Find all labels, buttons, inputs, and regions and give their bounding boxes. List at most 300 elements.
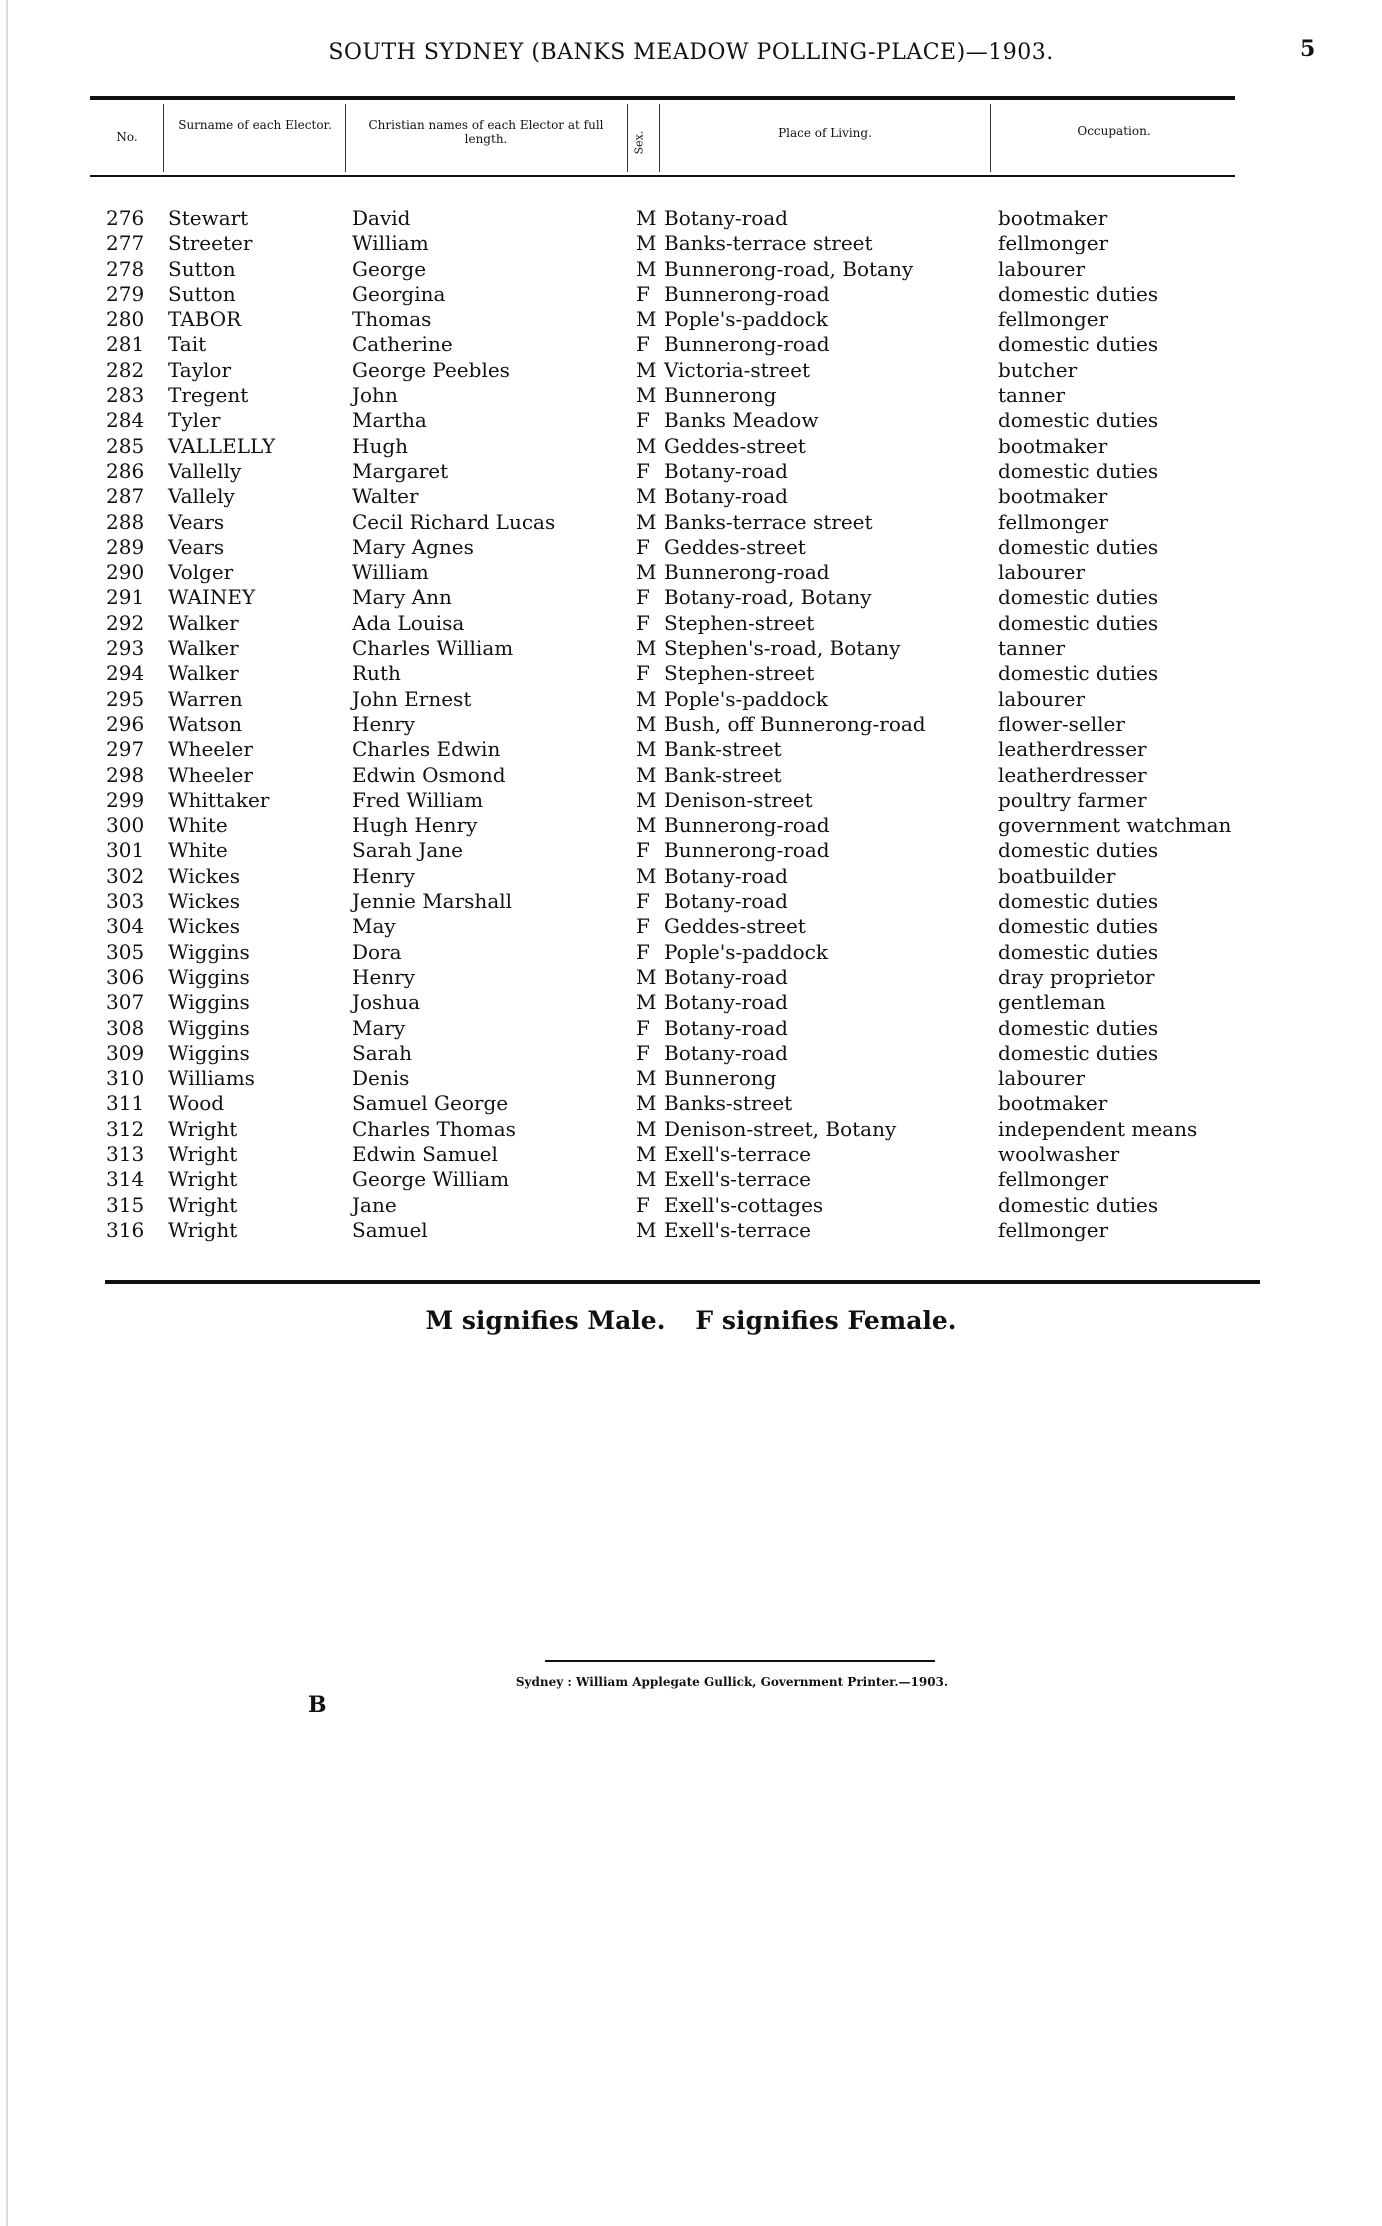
table-header-rule <box>90 175 1235 177</box>
table-row <box>0 408 1382 433</box>
cell-surname: TABOR <box>168 307 242 332</box>
cell-surname: WAINEY <box>168 585 256 610</box>
table-row <box>0 889 1382 914</box>
cell-occupation: domestic duties <box>998 1015 1159 1040</box>
cell-surname: Tait <box>168 332 207 357</box>
cell-place: Exell's-terrace <box>664 1141 811 1166</box>
cell-occupation: boatbuilder <box>998 863 1116 888</box>
cell-occupation: domestic duties <box>998 610 1159 635</box>
cell-no: 308 <box>106 1015 145 1040</box>
cell-no: 302 <box>106 863 145 888</box>
cell-no: 298 <box>106 762 145 787</box>
cell-surname: Wheeler <box>168 737 253 762</box>
cell-christian: Henry <box>352 863 416 888</box>
column-header-christian: Christian names of each Elector at full length. <box>368 118 604 146</box>
cell-sex: F <box>636 661 650 686</box>
cell-sex: M <box>636 256 657 281</box>
cell-no: 288 <box>106 509 145 534</box>
cell-sex: F <box>636 939 650 964</box>
cell-place: Bunnerong <box>664 1066 777 1091</box>
table-row <box>0 231 1382 256</box>
cell-no: 277 <box>106 231 145 256</box>
cell-no: 307 <box>106 990 145 1015</box>
table-row <box>0 788 1382 813</box>
cell-surname: Stewart <box>168 206 249 230</box>
cell-place: Bunnerong-road <box>664 838 830 863</box>
cell-christian: William <box>352 231 429 256</box>
page-title: SOUTH SYDNEY (BANKS MEADOW POLLING-PLACE)—1903. <box>328 40 1054 65</box>
cell-place: Bunnerong-road <box>664 560 830 585</box>
cell-surname: Wright <box>168 1116 238 1141</box>
table-row <box>0 1218 1382 1243</box>
table-bottom-rule <box>105 1280 1260 1284</box>
cell-occupation: bootmaker <box>998 484 1108 509</box>
table-row <box>0 585 1382 610</box>
cell-sex: M <box>636 762 657 787</box>
cell-christian: Charles Edwin <box>352 737 501 762</box>
cell-occupation: domestic duties <box>998 408 1159 433</box>
sex-legend <box>0 1306 1382 1335</box>
cell-no: 295 <box>106 686 145 711</box>
cell-no: 311 <box>106 1091 145 1116</box>
table-row <box>0 763 1382 788</box>
cell-occupation: labourer <box>998 1066 1086 1091</box>
cell-surname: Wright <box>168 1217 238 1242</box>
cell-place: Geddes-street <box>664 914 806 939</box>
cell-occupation: domestic duties <box>998 1040 1159 1065</box>
cell-place: Geddes-street <box>664 534 806 559</box>
table-row <box>0 813 1382 838</box>
cell-christian: George <box>352 256 427 281</box>
cell-sex: F <box>636 889 650 914</box>
cell-sex: M <box>636 1091 657 1116</box>
cell-place: Pople's-paddock <box>664 686 828 711</box>
table-row <box>0 611 1382 636</box>
table-row <box>0 990 1382 1015</box>
column-header-sex: Sex. <box>632 130 646 155</box>
cell-no: 314 <box>106 1167 145 1192</box>
cell-sex: M <box>636 206 657 230</box>
cell-place: Exell's-terrace <box>664 1217 811 1242</box>
cell-surname: Wright <box>168 1167 238 1192</box>
legend-female: F signifies Female. <box>695 1306 957 1335</box>
cell-christian: George Peebles <box>352 357 510 382</box>
table-row <box>0 510 1382 535</box>
cell-no: 312 <box>106 1116 145 1141</box>
cell-place: Bank-street <box>664 737 782 762</box>
cell-sex: M <box>636 1217 657 1242</box>
cell-occupation: domestic duties <box>998 661 1159 686</box>
cell-occupation: gentleman <box>998 990 1106 1015</box>
cell-occupation: domestic duties <box>998 585 1159 610</box>
cell-occupation: bootmaker <box>998 433 1108 458</box>
cell-place: Bunnerong <box>664 383 777 408</box>
cell-occupation: poultry farmer <box>998 787 1147 812</box>
cell-sex: F <box>636 585 650 610</box>
table-top-rule <box>90 96 1235 100</box>
cell-no: 316 <box>106 1217 145 1242</box>
cell-no: 281 <box>106 332 145 357</box>
cell-no: 304 <box>106 914 145 939</box>
cell-surname: Watson <box>168 711 242 736</box>
cell-surname: Wiggins <box>168 1015 250 1040</box>
cell-sex: M <box>636 509 657 534</box>
cell-christian: John Ernest <box>352 686 472 711</box>
cell-place: Stephen-street <box>664 610 815 635</box>
cell-occupation: tanner <box>998 383 1066 408</box>
cell-occupation: leatherdresser <box>998 762 1147 787</box>
column-divider <box>659 104 660 172</box>
column-divider <box>990 104 991 172</box>
cell-occupation: fellmonger <box>998 1167 1109 1192</box>
cell-surname: Wickes <box>168 889 241 914</box>
cell-place: Stephen's-road, Botany <box>664 636 901 661</box>
cell-no: 303 <box>106 889 145 914</box>
cell-occupation: butcher <box>998 357 1078 382</box>
cell-surname: Vears <box>168 534 225 559</box>
cell-christian: Sarah <box>352 1040 412 1065</box>
cell-christian: Georgina <box>352 281 446 306</box>
cell-place: Exell's-terrace <box>664 1167 811 1192</box>
cell-surname: Walker <box>168 636 239 661</box>
cell-sex: F <box>636 408 650 433</box>
cell-christian: Edwin Samuel <box>352 1141 498 1166</box>
table-row <box>0 1142 1382 1167</box>
column-divider <box>345 104 346 172</box>
cell-occupation: domestic duties <box>998 458 1159 483</box>
cell-no: 299 <box>106 787 145 812</box>
cell-christian: Martha <box>352 408 427 433</box>
cell-place: Bunnerong-road, Botany <box>664 256 914 281</box>
cell-no: 296 <box>106 711 145 736</box>
cell-sex: M <box>636 307 657 332</box>
cell-surname: Taylor <box>168 357 232 382</box>
cell-sex: F <box>636 332 650 357</box>
cell-place: Victoria-street <box>664 357 810 382</box>
cell-surname: Warren <box>168 686 243 711</box>
cell-christian: George William <box>352 1167 510 1192</box>
cell-occupation: dray proprietor <box>998 964 1155 989</box>
cell-surname: Tregent <box>168 383 249 408</box>
cell-surname: Wiggins <box>168 990 250 1015</box>
cell-occupation: domestic duties <box>998 1192 1159 1217</box>
cell-christian: Jane <box>352 1192 397 1217</box>
cell-christian: Margaret <box>352 458 449 483</box>
cell-sex: F <box>636 838 650 863</box>
cell-surname: White <box>168 838 228 863</box>
cell-no: 300 <box>106 813 145 838</box>
cell-no: 287 <box>106 484 145 509</box>
cell-occupation: leatherdresser <box>998 737 1147 762</box>
cell-no: 292 <box>106 610 145 635</box>
cell-christian: Ruth <box>352 661 401 686</box>
cell-no: 278 <box>106 256 145 281</box>
cell-place: Botany-road <box>664 484 788 509</box>
cell-christian: Joshua <box>352 990 421 1015</box>
column-header-no: No. <box>116 130 138 144</box>
cell-christian: Denis <box>352 1066 410 1091</box>
cell-occupation: fellmonger <box>998 509 1109 534</box>
table-row <box>0 1066 1382 1091</box>
table-row <box>0 864 1382 889</box>
cell-no: 315 <box>106 1192 145 1217</box>
cell-no: 282 <box>106 357 145 382</box>
column-divider <box>163 104 164 172</box>
cell-occupation: domestic duties <box>998 332 1159 357</box>
cell-christian: Mary <box>352 1015 406 1040</box>
cell-christian: Edwin Osmond <box>352 762 506 787</box>
cell-sex: F <box>636 1040 650 1065</box>
cell-christian: William <box>352 560 429 585</box>
table-row <box>0 1041 1382 1066</box>
cell-christian: John <box>352 383 398 408</box>
table-row <box>0 535 1382 560</box>
cell-surname: Wood <box>168 1091 225 1116</box>
cell-christian: Charles Thomas <box>352 1116 516 1141</box>
cell-surname: Vears <box>168 509 225 534</box>
cell-no: 280 <box>106 307 145 332</box>
cell-surname: Tyler <box>168 408 221 433</box>
cell-no: 285 <box>106 433 145 458</box>
cell-surname: Walker <box>168 661 239 686</box>
table-row <box>0 459 1382 484</box>
table-row <box>0 434 1382 459</box>
cell-place: Botany-road, Botany <box>664 585 872 610</box>
table-row <box>0 282 1382 307</box>
cell-sex: F <box>636 1015 650 1040</box>
cell-occupation: fellmonger <box>998 1217 1109 1242</box>
table-row <box>0 307 1382 332</box>
cell-no: 279 <box>106 281 145 306</box>
cell-place: Botany-road <box>664 206 788 230</box>
column-divider <box>627 104 628 172</box>
cell-surname: Wiggins <box>168 939 250 964</box>
cell-christian: Fred William <box>352 787 484 812</box>
cell-occupation: domestic duties <box>998 889 1159 914</box>
cell-christian: Ada Louisa <box>352 610 465 635</box>
cell-no: 283 <box>106 383 145 408</box>
column-header-surname: Surname of each Elector. <box>178 118 332 132</box>
cell-place: Bush, off Bunnerong-road <box>664 711 926 736</box>
cell-occupation: tanner <box>998 636 1066 661</box>
cell-surname: Wiggins <box>168 1040 250 1065</box>
cell-sex: F <box>636 610 650 635</box>
cell-place: Denison-street, Botany <box>664 1116 897 1141</box>
cell-occupation: fellmonger <box>998 307 1109 332</box>
cell-no: 291 <box>106 585 145 610</box>
cell-sex: M <box>636 990 657 1015</box>
cell-occupation: domestic duties <box>998 939 1159 964</box>
cell-occupation: domestic duties <box>998 838 1159 863</box>
cell-sex: M <box>636 1167 657 1192</box>
cell-place: Denison-street <box>664 787 813 812</box>
cell-place: Botany-road <box>664 1040 788 1065</box>
cell-christian: Samuel George <box>352 1091 509 1116</box>
cell-place: Banks-terrace street <box>664 231 873 256</box>
cell-sex: M <box>636 433 657 458</box>
cell-surname: Whittaker <box>168 787 270 812</box>
cell-place: Bunnerong-road <box>664 332 830 357</box>
cell-christian: Henry <box>352 964 416 989</box>
cell-no: 289 <box>106 534 145 559</box>
cell-christian: Walter <box>352 484 419 509</box>
cell-sex: M <box>636 737 657 762</box>
table-row <box>0 332 1382 357</box>
cell-occupation: bootmaker <box>998 206 1108 230</box>
cell-surname: Wickes <box>168 914 241 939</box>
table-row <box>0 1117 1382 1142</box>
table-row <box>0 914 1382 939</box>
cell-christian: Sarah Jane <box>352 838 464 863</box>
cell-place: Bunnerong-road <box>664 281 830 306</box>
cell-occupation: labourer <box>998 560 1086 585</box>
cell-sex: M <box>636 383 657 408</box>
cell-surname: Wickes <box>168 863 241 888</box>
cell-surname: Williams <box>168 1066 255 1091</box>
cell-place: Banks-terrace street <box>664 509 873 534</box>
cell-surname: Wheeler <box>168 762 253 787</box>
cell-occupation: government watchman <box>998 813 1232 838</box>
table-row <box>0 838 1382 863</box>
cell-christian: Jennie Marshall <box>352 889 513 914</box>
cell-sex: F <box>636 1192 650 1217</box>
cell-christian: Charles William <box>352 636 514 661</box>
cell-occupation: domestic duties <box>998 281 1159 306</box>
table-row <box>0 1167 1382 1192</box>
cell-sex: M <box>636 231 657 256</box>
cell-no: 305 <box>106 939 145 964</box>
cell-no: 284 <box>106 408 145 433</box>
cell-no: 294 <box>106 661 145 686</box>
cell-surname: Wright <box>168 1192 238 1217</box>
cell-christian: Hugh <box>352 433 409 458</box>
cell-place: Pople's-paddock <box>664 939 828 964</box>
cell-christian: Cecil Richard Lucas <box>352 509 556 534</box>
table-row <box>0 636 1382 661</box>
table-row <box>0 1193 1382 1218</box>
table-row <box>0 1091 1382 1116</box>
cell-christian: Mary Ann <box>352 585 452 610</box>
legend-male: M signifies Male. <box>425 1306 666 1335</box>
cell-sex: M <box>636 711 657 736</box>
cell-christian: Catherine <box>352 332 453 357</box>
cell-no: 286 <box>106 458 145 483</box>
cell-sex: M <box>636 636 657 661</box>
table-row <box>0 484 1382 509</box>
cell-no: 297 <box>106 737 145 762</box>
cell-surname: Walker <box>168 610 239 635</box>
cell-place: Pople's-paddock <box>664 307 828 332</box>
table-row <box>0 257 1382 282</box>
cell-surname: Streeter <box>168 231 253 256</box>
cell-no: 293 <box>106 636 145 661</box>
cell-surname: Sutton <box>168 281 236 306</box>
cell-occupation: bootmaker <box>998 1091 1108 1116</box>
page-number: 5 <box>1300 36 1316 62</box>
cell-place: Botany-road <box>664 990 788 1015</box>
cell-christian: Henry <box>352 711 416 736</box>
cell-sex: F <box>636 914 650 939</box>
cell-surname: Volger <box>168 560 234 585</box>
table-row <box>0 965 1382 990</box>
cell-sex: F <box>636 534 650 559</box>
cell-occupation: fellmonger <box>998 231 1109 256</box>
cell-sex: M <box>636 357 657 382</box>
cell-occupation: labourer <box>998 256 1086 281</box>
cell-no: 306 <box>106 964 145 989</box>
cell-occupation: domestic duties <box>998 534 1159 559</box>
cell-place: Botany-road <box>664 458 788 483</box>
cell-christian: Mary Agnes <box>352 534 474 559</box>
cell-no: 290 <box>106 560 145 585</box>
cell-no: 313 <box>106 1141 145 1166</box>
cell-surname: VALLELLY <box>168 433 276 458</box>
table-row <box>0 940 1382 965</box>
table-row <box>0 358 1382 383</box>
cell-no: 301 <box>106 838 145 863</box>
cell-place: Botany-road <box>664 889 788 914</box>
cell-no: 276 <box>106 206 145 230</box>
cell-occupation: labourer <box>998 686 1086 711</box>
cell-sex: M <box>636 813 657 838</box>
table-row <box>0 737 1382 762</box>
cell-place: Exell's-cottages <box>664 1192 824 1217</box>
cell-sex: M <box>636 1116 657 1141</box>
cell-place: Botany-road <box>664 964 788 989</box>
cell-sex: M <box>636 964 657 989</box>
elector-list <box>0 206 1382 1243</box>
cell-christian: May <box>352 914 396 939</box>
cell-place: Botany-road <box>664 1015 788 1040</box>
cell-surname: Wiggins <box>168 964 250 989</box>
cell-place: Bank-street <box>664 762 782 787</box>
cell-sex: M <box>636 1066 657 1091</box>
cell-christian: Samuel <box>352 1217 428 1242</box>
cell-sex: M <box>636 1141 657 1166</box>
cell-christian: Thomas <box>352 307 432 332</box>
column-header-place: Place of Living. <box>778 126 872 140</box>
cell-sex: M <box>636 787 657 812</box>
cell-no: 310 <box>106 1066 145 1091</box>
table-row <box>0 661 1382 686</box>
printer-imprint: Sydney : William Applegate Gullick, Government Printer.—1903. <box>515 1675 949 1689</box>
table-row <box>0 383 1382 408</box>
cell-place: Botany-road <box>664 863 788 888</box>
cell-occupation: independent means <box>998 1116 1198 1141</box>
cell-sex: M <box>636 863 657 888</box>
cell-sex: M <box>636 560 657 585</box>
cell-place: Banks Meadow <box>664 408 819 433</box>
cell-place: Stephen-street <box>664 661 815 686</box>
cell-christian: David <box>352 206 411 230</box>
table-row <box>0 1016 1382 1041</box>
cell-surname: White <box>168 813 228 838</box>
cell-sex: F <box>636 458 650 483</box>
cell-place: Banks-street <box>664 1091 793 1116</box>
printer-rule <box>545 1660 935 1662</box>
cell-place: Geddes-street <box>664 433 806 458</box>
table-row <box>0 560 1382 585</box>
cell-occupation: domestic duties <box>998 914 1159 939</box>
cell-sex: F <box>636 281 650 306</box>
column-header-occupation: Occupation. <box>1077 124 1151 138</box>
cell-sex: M <box>636 484 657 509</box>
cell-occupation: woolwasher <box>998 1141 1120 1166</box>
cell-occupation: flower-seller <box>998 711 1125 736</box>
cell-place: Bunnerong-road <box>664 813 830 838</box>
cell-surname: Vallely <box>168 484 235 509</box>
cell-sex: M <box>636 686 657 711</box>
